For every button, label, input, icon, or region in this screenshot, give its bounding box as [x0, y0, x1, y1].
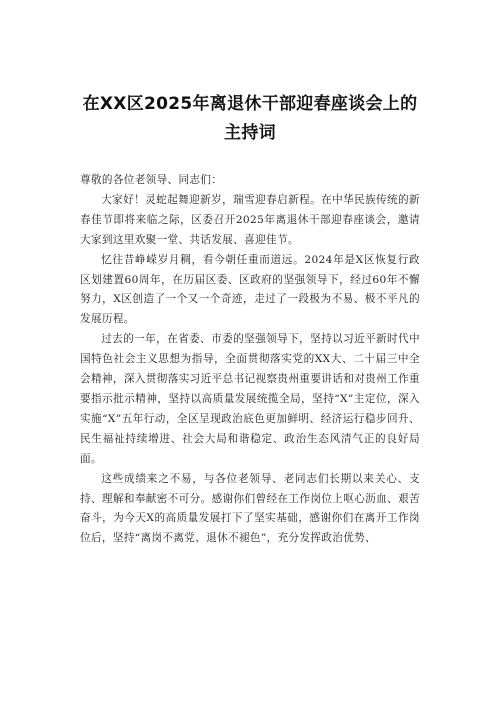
paragraph-history: 忆往昔峥嵘岁月稠，看今朝任重而道远。2024年是X区恢复行政区划建置60周年，在历届区委、区政府的坚强领导下，经过60年不懈努力，X区创造了一个又一个奇迹，走过了一段极为不易、极不平凡的发展历程。: [80, 253, 420, 326]
document-body: [80, 171, 420, 549]
title-line-1: 在XX区2025年离退休干部迎春座谈会上的: [82, 94, 418, 114]
paragraph-greeting: 大家好！灵蛇起舞迎新岁，瑞雪迎春启新程。在中华民族传统的新春佳节即将来临之际，区委召开2025年离退休干部迎春座谈会，邀请大家到这里欢聚一堂、共话发展、喜迎佳节。: [80, 193, 420, 246]
title-line-2: 主持词: [224, 123, 276, 143]
paragraph-thanks: 这些成绩来之不易，与各位老领导、老同志们长期以来关心、支持、理解和奉献密不可分。感谢你们曾经在工作岗位上呕心沥血、艰苦奋斗，为今天X的高质量发展打下了坚实基础，感谢你们在离开工作岗位后，坚持“离岗不离党、退休不褪色”，充分发挥政治优势、: [80, 472, 420, 545]
salutation: 尊敬的各位老领导、同志们：: [80, 174, 223, 186]
paragraph-past-year: 过去的一年，在省委、市委的坚强领导下，坚持以习近平新时代中国特色社会主义思想为指导，全面贯彻落实党的XX大、二十届三中全会精神，深入贯彻落实习近平总书记视察贵州重要讲话和对贵州工作重要指示批示精神，坚持以高质量发展统揽全局，坚持“X”主定位，深入实施“X”五年行动，全区呈现政治底色更加鲜明、经济运行稳步回升、民生福祉持续增进、社会大局和谐稳定、政治生态风清气正的良好局面。: [80, 333, 420, 465]
document-title: [40, 90, 460, 148]
